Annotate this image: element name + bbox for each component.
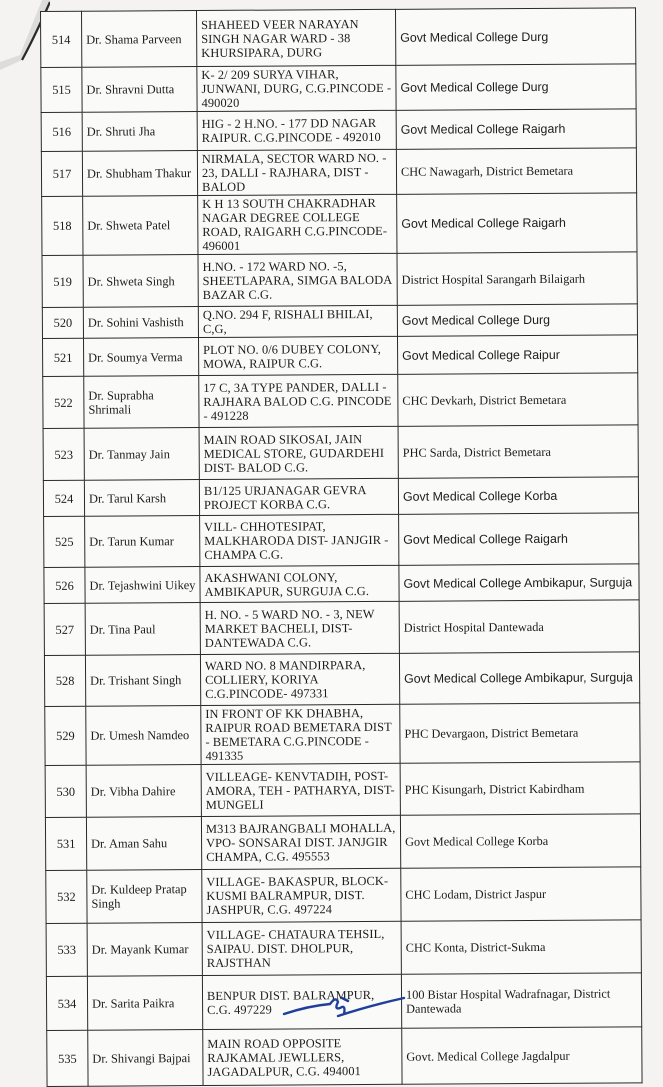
table-row: [42, 193, 637, 256]
doctor-name-cell: Dr. Tarun Kumar: [85, 516, 200, 568]
posting-place-cell: Govt Medical College Durg: [397, 304, 637, 336]
table-row: [44, 513, 639, 568]
table-row: [45, 703, 640, 766]
serial-number-cell: 526: [44, 567, 85, 603]
posting-place-cell: District Hospital Sarangarh Bilaigarh: [397, 252, 637, 305]
doctor-name-cell: Dr. Shweta Singh: [83, 255, 198, 308]
doctor-name-cell: Dr. Soumya Verma: [83, 338, 198, 377]
serial-number-cell: 534: [46, 976, 87, 1030]
document-sheet: [40, 7, 643, 1087]
doctor-name-cell: Dr. Kuldeep Pratap Singh: [87, 870, 202, 924]
table-row: [43, 425, 638, 481]
doctor-name-cell: Dr. Vibha Dahire: [86, 765, 201, 818]
address-cell: B1/125 URJANAGAR GEVRA PROJECT KORBA C.G.: [199, 478, 398, 515]
serial-number-cell: 520: [42, 307, 83, 338]
address-cell: Q.NO. 294 F, RISHALI BHILAI, C,G,: [198, 305, 397, 337]
serial-number-cell: 514: [41, 11, 82, 67]
serial-number-cell: 531: [45, 817, 86, 870]
posting-place-cell: PHC Kisungarh, District Kabirdham: [400, 762, 640, 815]
handwritten-signature-icon: [278, 990, 418, 1020]
table-row: [45, 762, 640, 818]
doctor-name-cell: Dr. Shama Parveen: [82, 11, 197, 68]
posting-place-cell: Govt Medical College Korba: [400, 814, 640, 868]
serial-number-cell: 521: [43, 338, 84, 376]
posting-place-cell: District Hospital Dantewada: [399, 600, 639, 653]
serial-number-cell: 522: [43, 376, 84, 428]
table-row: [43, 373, 638, 429]
posting-place-cell: Govt Medical College Ambikapur, Surguja: [399, 564, 639, 601]
serial-number-cell: 517: [41, 151, 82, 196]
serial-number-cell: 528: [44, 655, 85, 706]
address-cell: MAIN ROAD OPPOSITE RAJKAMAL JEWLLERS, JAGADALPUR, C.G. 494001: [203, 1028, 402, 1085]
posting-place-cell: Govt Medical College Raigarh: [397, 193, 637, 253]
posting-place-cell: Govt. Medical College Jagdalpur: [402, 1027, 642, 1084]
posting-place-cell: CHC Nawagarh, District Bemetara: [396, 148, 636, 194]
serial-number-cell: 525: [44, 516, 85, 567]
serial-number-cell: 524: [43, 480, 84, 516]
table-row: [41, 148, 636, 197]
doctor-name-cell: Dr. Shubham Thakur: [82, 151, 197, 197]
doctor-name-cell: Dr. Trishant Singh: [85, 655, 200, 707]
serial-number-cell: 532: [46, 870, 87, 923]
address-cell: IN FRONT OF KK DHABHA, RAIPUR ROAD BEMETARA DIST - BEMETARA C.G.PINCODE - 491335: [201, 704, 400, 764]
doctor-name-cell: Dr. Shruti Jha: [82, 112, 197, 152]
table-row: [46, 867, 641, 924]
address-cell: H. NO. - 5 WARD NO. - 3, NEW MARKET BACHELI, DIST- DANTEWADA C.G.: [200, 601, 399, 654]
posting-place-cell: Govt Medical College Durg: [395, 8, 635, 65]
posting-place-cell: 100 Bistar Hospital Wadrafnagar, District Dantewada: [401, 973, 641, 1028]
serial-number-cell: 533: [46, 923, 87, 976]
address-cell: SHAHEED VEER NARAYAN SINGH NAGAR WARD - 38 KHURSIPARA, DURG: [197, 9, 396, 66]
doctor-name-cell: Dr. Shravni Dutta: [82, 67, 197, 113]
table-row: [44, 600, 639, 656]
table-row: [44, 564, 639, 604]
address-cell: VILLEAGE- KENVTADIH, POST- AMORA, TEH - PATHARYA, DIST- MUNGELI: [201, 763, 400, 816]
posting-place-cell: Govt Medical College Korba: [398, 477, 638, 514]
doctor-name-cell: Dr. Tarul Karsh: [84, 480, 199, 517]
doctor-name-cell: Dr. Umesh Namdeo: [86, 706, 201, 766]
serial-number-cell: 519: [42, 255, 83, 307]
posting-place-cell: Govt Medical College Ambikapur, Surguja: [399, 652, 639, 704]
posting-place-cell: Govt Medical College Raigarh: [399, 513, 639, 565]
doctor-name-cell: Dr. Sohini Vashisth: [83, 307, 198, 339]
posting-place-cell: CHC Konta, District-Sukma: [401, 920, 641, 974]
doctor-name-cell: Dr. Sarita Paikra: [87, 976, 202, 1031]
posting-place-cell: Govt Medical College Durg: [396, 64, 636, 110]
doctor-name-cell: Dr. Tanmay Jain: [84, 428, 199, 481]
doctor-name-cell: Dr. Tina Paul: [85, 603, 200, 656]
table-row: [41, 109, 636, 152]
address-cell: BENPUR DIST. BALRAMPUR, C.G. 497229: [202, 974, 401, 1029]
posting-place-cell: PHC Sarda, District Bemetara: [398, 425, 638, 478]
address-cell: K- 2/ 209 SURYA VIHAR, JUNWANI, DURG, C.G.PINCODE - 490020: [197, 65, 396, 111]
table-row: [41, 64, 636, 113]
doctor-name-cell: Dr. Shweta Patel: [83, 196, 198, 256]
table-row: [44, 652, 639, 707]
address-cell: PLOT NO. 0/6 DUBEY COLONY, MOWA, RAIPUR C.G.: [198, 336, 397, 375]
address-cell: AKASHWANI COLONY, AMBIKAPUR, SURGUJA C.G.: [200, 565, 399, 602]
serial-number-cell: 523: [43, 428, 84, 480]
table-row: [41, 8, 636, 68]
address-cell: WARD NO. 8 MANDIRPARA, COLLIERY, KORIYA C.G.PINCODE- 497331: [200, 653, 399, 705]
table-row: [43, 335, 638, 377]
doctor-name-cell: Dr. Tejashwini Uikey: [85, 567, 200, 604]
address-cell: VILLAGE- BAKASPUR, BLOCK- KUSMI BALRAMPUR, DIST. JASHPUR, C.G. 497224: [202, 868, 401, 922]
posting-place-cell: CHC Lodam, District Jaspur: [401, 867, 641, 921]
table-row: [42, 304, 637, 339]
address-cell: MAIN ROAD SIKOSAI, JAIN MEDICAL STORE, GUDARDEHI DIST- BALOD C.G.: [199, 426, 398, 479]
address-cell: VILL- CHHOTESIPAT, MALKHARODA DIST- JANJGIR - CHAMPA C.G.: [200, 514, 399, 566]
serial-number-cell: 530: [45, 765, 86, 817]
serial-number-cell: 535: [47, 1030, 88, 1086]
doctor-name-cell: Dr. Aman Sahu: [86, 817, 201, 871]
address-cell: HIG - 2 H.NO. - 177 DD NAGAR RAIPUR. C.G.PINCODE - 492010: [197, 110, 396, 150]
address-cell: H.NO. - 172 WARD NO. -5, SHEETLAPARA, SIMGA BALODA BAZAR C.G.: [198, 253, 397, 306]
posting-place-cell: CHC Devkarh, District Bemetara: [398, 373, 638, 426]
address-cell: NIRMALA, SECTOR WARD NO. - 23, DALLI - RAJHARA, DIST - BALOD: [197, 149, 396, 195]
address-cell: 17 C, 3A TYPE PANDER, DALLI - RAJHARA BALOD C.G. PINCODE - 491228: [199, 374, 398, 427]
posting-place-cell: PHC Devargaon, District Bemetara: [400, 703, 640, 763]
doctor-name-cell: Dr. Mayank Kumar: [87, 923, 202, 977]
doctor-name-cell: Dr. Shivangi Bajpai: [88, 1030, 203, 1087]
table-row: [42, 252, 637, 308]
posting-table: [40, 7, 643, 1087]
serial-number-cell: 518: [42, 196, 83, 255]
table-row: [46, 920, 641, 977]
doctor-name-cell: Dr. Suprabha Shrimali: [84, 376, 199, 429]
table-row: [43, 477, 638, 517]
serial-number-cell: 527: [44, 603, 85, 655]
table-row: [47, 1027, 642, 1087]
address-cell: M313 BAJRANGBALI MOHALLA, VPO- SONSARAI DIST. JANJGIR CHAMPA, C.G. 495553: [201, 815, 400, 869]
address-cell: VILLAGE- CHATAURA TEHSIL, SAIPAU. DIST. DHOLPUR, RAJSTHAN: [202, 921, 401, 975]
serial-number-cell: 529: [45, 706, 86, 765]
posting-place-cell: Govt Medical College Raipur: [397, 335, 637, 374]
address-cell: K H 13 SOUTH CHAKRADHAR NAGAR DEGREE COLLEGE ROAD, RAIGARH C.G.PINCODE- 496001: [198, 194, 397, 254]
serial-number-cell: 516: [41, 112, 82, 151]
table-row: [45, 814, 640, 871]
posting-place-cell: Govt Medical College Raigarh: [396, 109, 636, 149]
serial-number-cell: 515: [41, 67, 82, 112]
